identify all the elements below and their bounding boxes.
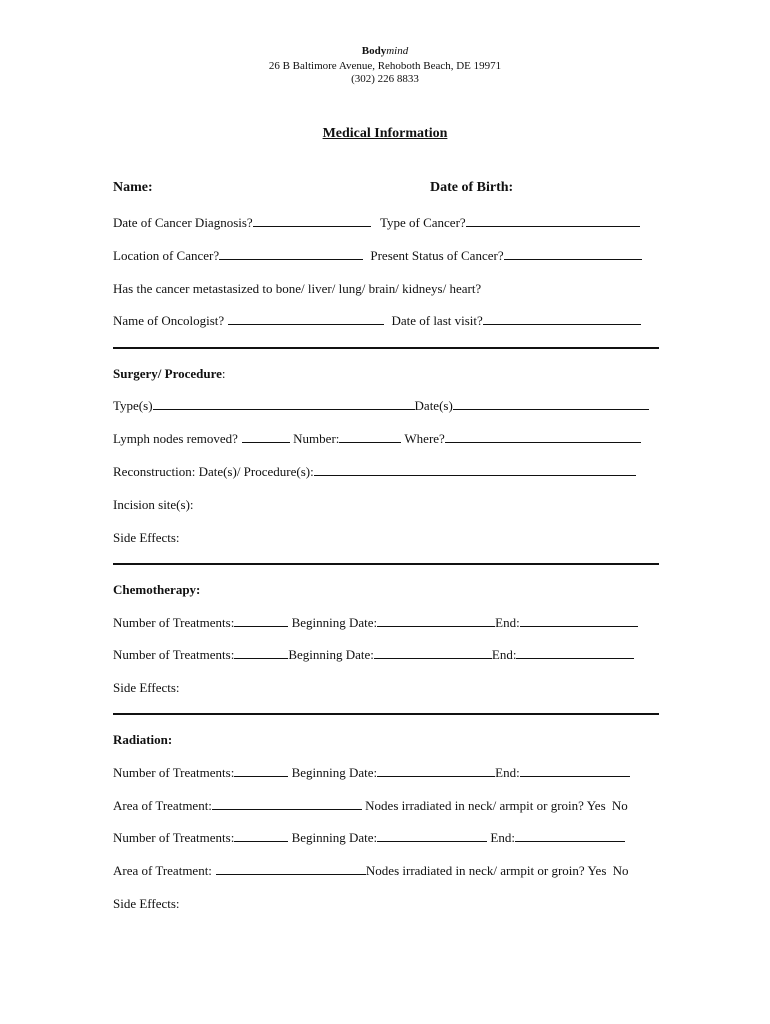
lymph-label: Lymph nodes removed? bbox=[113, 431, 238, 446]
radiation-area-field[interactable] bbox=[212, 798, 362, 810]
surgery-types-label: Type(s) bbox=[113, 398, 153, 413]
nodes-no-option[interactable]: No bbox=[612, 863, 629, 878]
surgery-side-effects-label: Side Effects: bbox=[113, 530, 180, 545]
nodes-no-option[interactable]: No bbox=[611, 798, 628, 813]
chemo-treatments-label: Number of Treatments: bbox=[113, 647, 235, 662]
radiation-area-row-2 bbox=[113, 863, 629, 879]
radiation-area-label: Area of Treatment: bbox=[113, 863, 212, 878]
status-field[interactable] bbox=[504, 248, 642, 260]
nodes-yes-option[interactable]: Yes bbox=[587, 863, 607, 878]
surgery-heading bbox=[113, 366, 226, 382]
reconstruction-field[interactable] bbox=[314, 464, 636, 476]
surgery-heading-colon: : bbox=[221, 366, 226, 381]
phone: (302) 226 8833 bbox=[351, 73, 419, 85]
radiation-beginning-label: Beginning Date: bbox=[291, 830, 378, 845]
page-title: Medical Information bbox=[322, 126, 448, 141]
surgery-types-field[interactable] bbox=[153, 398, 415, 410]
nodes-question: Nodes irradiated in neck/ armpit or groin? bbox=[365, 798, 584, 813]
surgery-dates-label: Date(s) bbox=[414, 398, 453, 413]
radiation-area-row-1 bbox=[113, 798, 628, 814]
location-field[interactable] bbox=[219, 248, 363, 260]
chemo-treatments-field[interactable] bbox=[234, 647, 288, 659]
chemo-end-label: End: bbox=[495, 615, 520, 630]
radiation-end-field[interactable] bbox=[520, 765, 630, 777]
radiation-treatments-label: Number of Treatments: bbox=[113, 765, 235, 780]
section-divider bbox=[113, 563, 659, 565]
chemo-side-effects-label: Side Effects: bbox=[113, 680, 180, 695]
lymph-row bbox=[113, 431, 641, 447]
chemo-row-1 bbox=[113, 615, 638, 631]
radiation-beginning-field[interactable] bbox=[377, 765, 495, 777]
radiation-treatments-label: Number of Treatments: bbox=[113, 830, 235, 845]
section-divider bbox=[113, 713, 659, 715]
oncologist-label: Name of Oncologist? bbox=[113, 313, 225, 328]
radiation-treatments-field[interactable] bbox=[234, 830, 288, 842]
chemo-beginning-label: Beginning Date: bbox=[291, 615, 378, 630]
brand-italic: mind bbox=[386, 45, 409, 57]
radiation-end-label: End: bbox=[490, 830, 515, 845]
radiation-treatments-field[interactable] bbox=[234, 765, 288, 777]
radiation-row-2 bbox=[113, 830, 625, 846]
chemo-end-label: End: bbox=[491, 647, 517, 662]
nodes-yes-option[interactable]: Yes bbox=[586, 798, 606, 813]
surgery-types-row bbox=[113, 398, 649, 414]
diagnosis-row bbox=[113, 215, 640, 231]
oncologist-field[interactable] bbox=[228, 313, 384, 325]
last-visit-field[interactable] bbox=[483, 313, 641, 325]
radiation-beginning-label: Beginning Date: bbox=[291, 765, 378, 780]
brand-bold: Body bbox=[361, 45, 387, 57]
chemo-beginning-label: Beginning Date: bbox=[288, 647, 374, 662]
radiation-side-effects-label: Side Effects: bbox=[113, 896, 180, 911]
lymph-number-field[interactable] bbox=[339, 431, 401, 443]
reconstruction-row bbox=[113, 464, 636, 480]
reconstruction-label: Reconstruction: Date(s)/ Procedure(s): bbox=[113, 464, 314, 479]
location-label: Location of Cancer? bbox=[113, 248, 220, 263]
status-label: Present Status of Cancer? bbox=[370, 248, 504, 263]
radiation-area-field[interactable] bbox=[216, 863, 366, 875]
radiation-area-label: Area of Treatment: bbox=[113, 798, 212, 813]
chemo-end-field[interactable] bbox=[520, 615, 638, 627]
dob-label: Date of Birth: bbox=[430, 180, 514, 195]
chemo-beginning-field[interactable] bbox=[374, 647, 492, 659]
name-label: Name: bbox=[113, 180, 153, 195]
radiation-row-1 bbox=[113, 765, 630, 781]
nodes-question: Nodes irradiated in neck/ armpit or groin? bbox=[365, 863, 585, 878]
lymph-number-label: Number: bbox=[293, 431, 340, 446]
radiation-end-label: End: bbox=[495, 765, 520, 780]
incision-label: Incision site(s): bbox=[113, 497, 194, 512]
radiation-beginning-field[interactable] bbox=[377, 830, 487, 842]
chemo-beginning-field[interactable] bbox=[377, 615, 495, 627]
lymph-field[interactable] bbox=[242, 431, 290, 443]
radiation-heading: Radiation: bbox=[113, 732, 173, 747]
chemo-heading: Chemotherapy: bbox=[113, 582, 201, 597]
lymph-where-field[interactable] bbox=[445, 431, 641, 443]
surgery-heading-text: Surgery/ Procedure bbox=[113, 366, 222, 381]
type-field[interactable] bbox=[466, 215, 640, 227]
chemo-end-field[interactable] bbox=[516, 647, 634, 659]
last-visit-label: Date of last visit? bbox=[391, 313, 483, 328]
surgery-dates-field[interactable] bbox=[453, 398, 649, 410]
diagnosis-field[interactable] bbox=[253, 215, 371, 227]
chemo-treatments-field[interactable] bbox=[234, 615, 288, 627]
oncologist-row bbox=[113, 313, 641, 329]
brand-name bbox=[0, 45, 770, 57]
metastasized-question: Has the cancer metastasized to bone/ liver/ lung/ brain/ kidneys/ heart? bbox=[113, 281, 482, 296]
chemo-treatments-label: Number of Treatments: bbox=[113, 615, 235, 630]
section-divider bbox=[113, 347, 659, 349]
location-row bbox=[113, 248, 642, 264]
chemo-row-2 bbox=[113, 647, 634, 663]
lymph-where-label: Where? bbox=[404, 431, 445, 446]
type-label: Type of Cancer? bbox=[379, 215, 466, 230]
address: 26 B Baltimore Avenue, Rehoboth Beach, DE 19971 bbox=[268, 60, 502, 72]
radiation-end-field[interactable] bbox=[515, 830, 625, 842]
diagnosis-label: Date of Cancer Diagnosis? bbox=[113, 215, 253, 230]
